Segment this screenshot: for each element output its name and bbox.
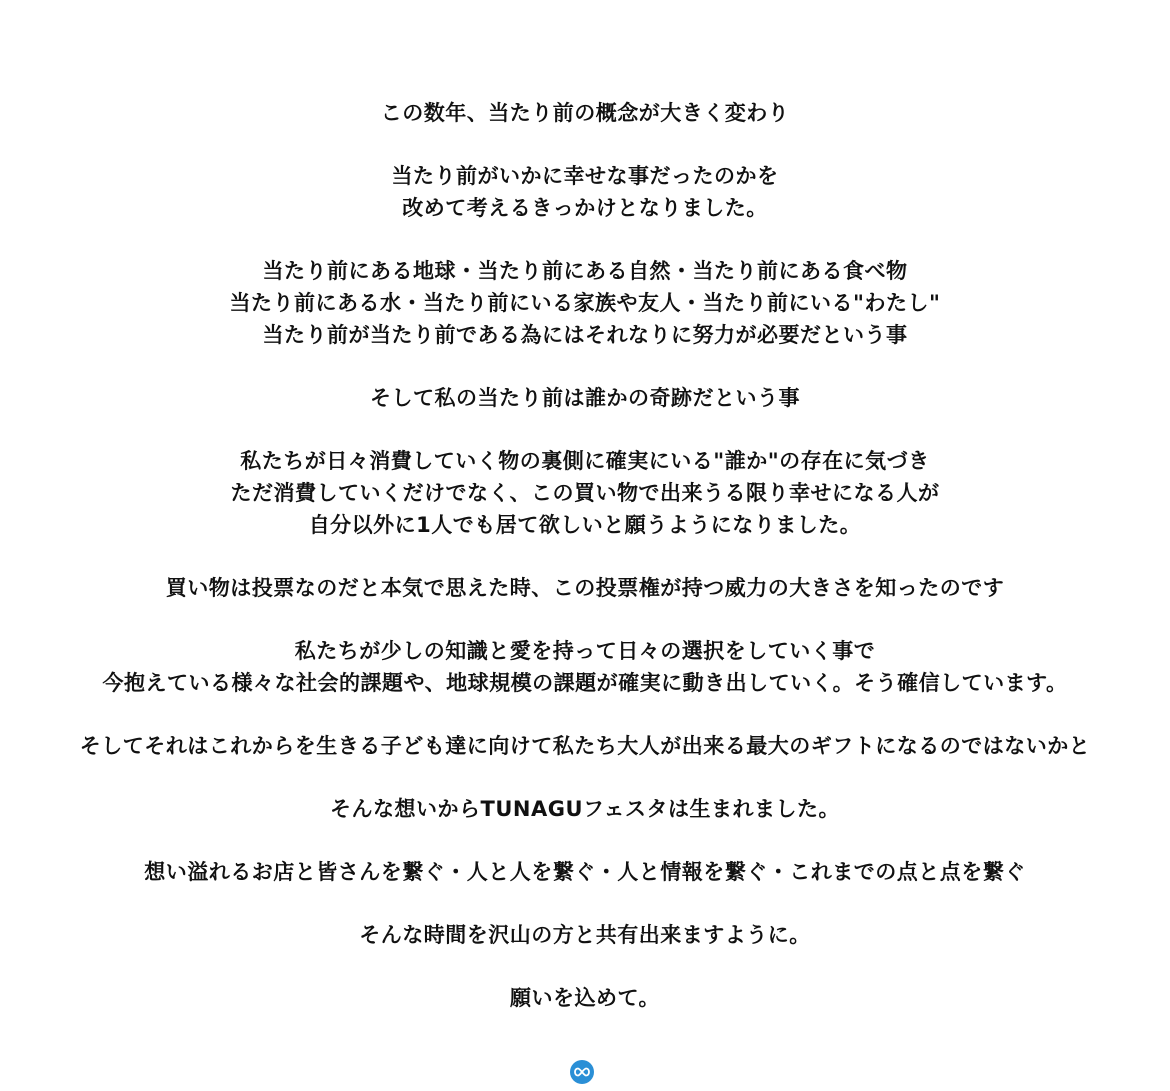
text-line: 当たり前が当たり前である為にはそれなりに努力が必要だという事 — [262, 323, 908, 347]
text-line: 今抱えている様々な社会的課題や、地球規模の課題が確実に動き出していく。そう確信しています。 — [102, 671, 1068, 695]
text-line: 願いを込めて。 — [509, 986, 661, 1010]
paragraph — [0, 382, 1170, 414]
text-line: 想い溢れるお店と皆さんを繋ぐ・人と人を繋ぐ・人と情報を繋ぐ・これまでの点と点を繋ぐ — [144, 860, 1026, 884]
paragraph — [0, 255, 1170, 351]
text-line: 当たり前がいかに幸せな事だったのかを — [391, 164, 779, 188]
text-line: そしてそれはこれからを生きる子ども達に向けて私たち大人が出来る最大のギフトになるのではないかと — [79, 734, 1091, 758]
infinity-icon-glyph — [574, 1067, 590, 1077]
paragraph — [0, 982, 1170, 1014]
text-line: そして私の当たり前は誰かの奇跡だという事 — [370, 386, 800, 410]
paragraph — [0, 793, 1170, 825]
text-line: 買い物は投票なのだと本気で思えた時、この投票権が持つ威力の大きさを知ったのです — [165, 576, 1005, 600]
text-line: 改めて考えるきっかけとなりました。 — [402, 196, 768, 220]
paragraph — [0, 445, 1170, 541]
text-line: 当たり前にある水・当たり前にいる家族や友人・当たり前にいる"わたし" — [229, 291, 941, 315]
paragraph — [0, 572, 1170, 604]
text-line: ただ消費していくだけでなく、この買い物で出来うる限り幸せになる人が — [230, 481, 940, 505]
paragraph — [0, 730, 1170, 762]
infinity-icon — [570, 1060, 594, 1084]
paragraph — [0, 97, 1170, 129]
text-line: 私たちが日々消費していく物の裏側に確実にいる"誰か"の存在に気づき — [240, 449, 930, 473]
paragraph — [0, 160, 1170, 224]
paragraph — [0, 856, 1170, 888]
text-line: そんな想いからTUNAGUフェスタは生まれました。 — [330, 797, 840, 821]
text-line: 当たり前にある地球・当たり前にある自然・当たり前にある食べ物 — [262, 259, 908, 283]
text-line: そんな時間を沢山の方と共有出来ますように。 — [359, 923, 811, 947]
text-line: 私たちが少しの知識と愛を持って日々の選択をしていく事で — [294, 639, 876, 663]
text-line: 自分以外に1人でも居て欲しいと願うようになりました。 — [308, 513, 862, 537]
text-line: この数年、当たり前の概念が大きく変わり — [380, 101, 790, 125]
paragraph — [0, 919, 1170, 951]
message-body — [0, 97, 1170, 1045]
paragraph — [0, 635, 1170, 699]
